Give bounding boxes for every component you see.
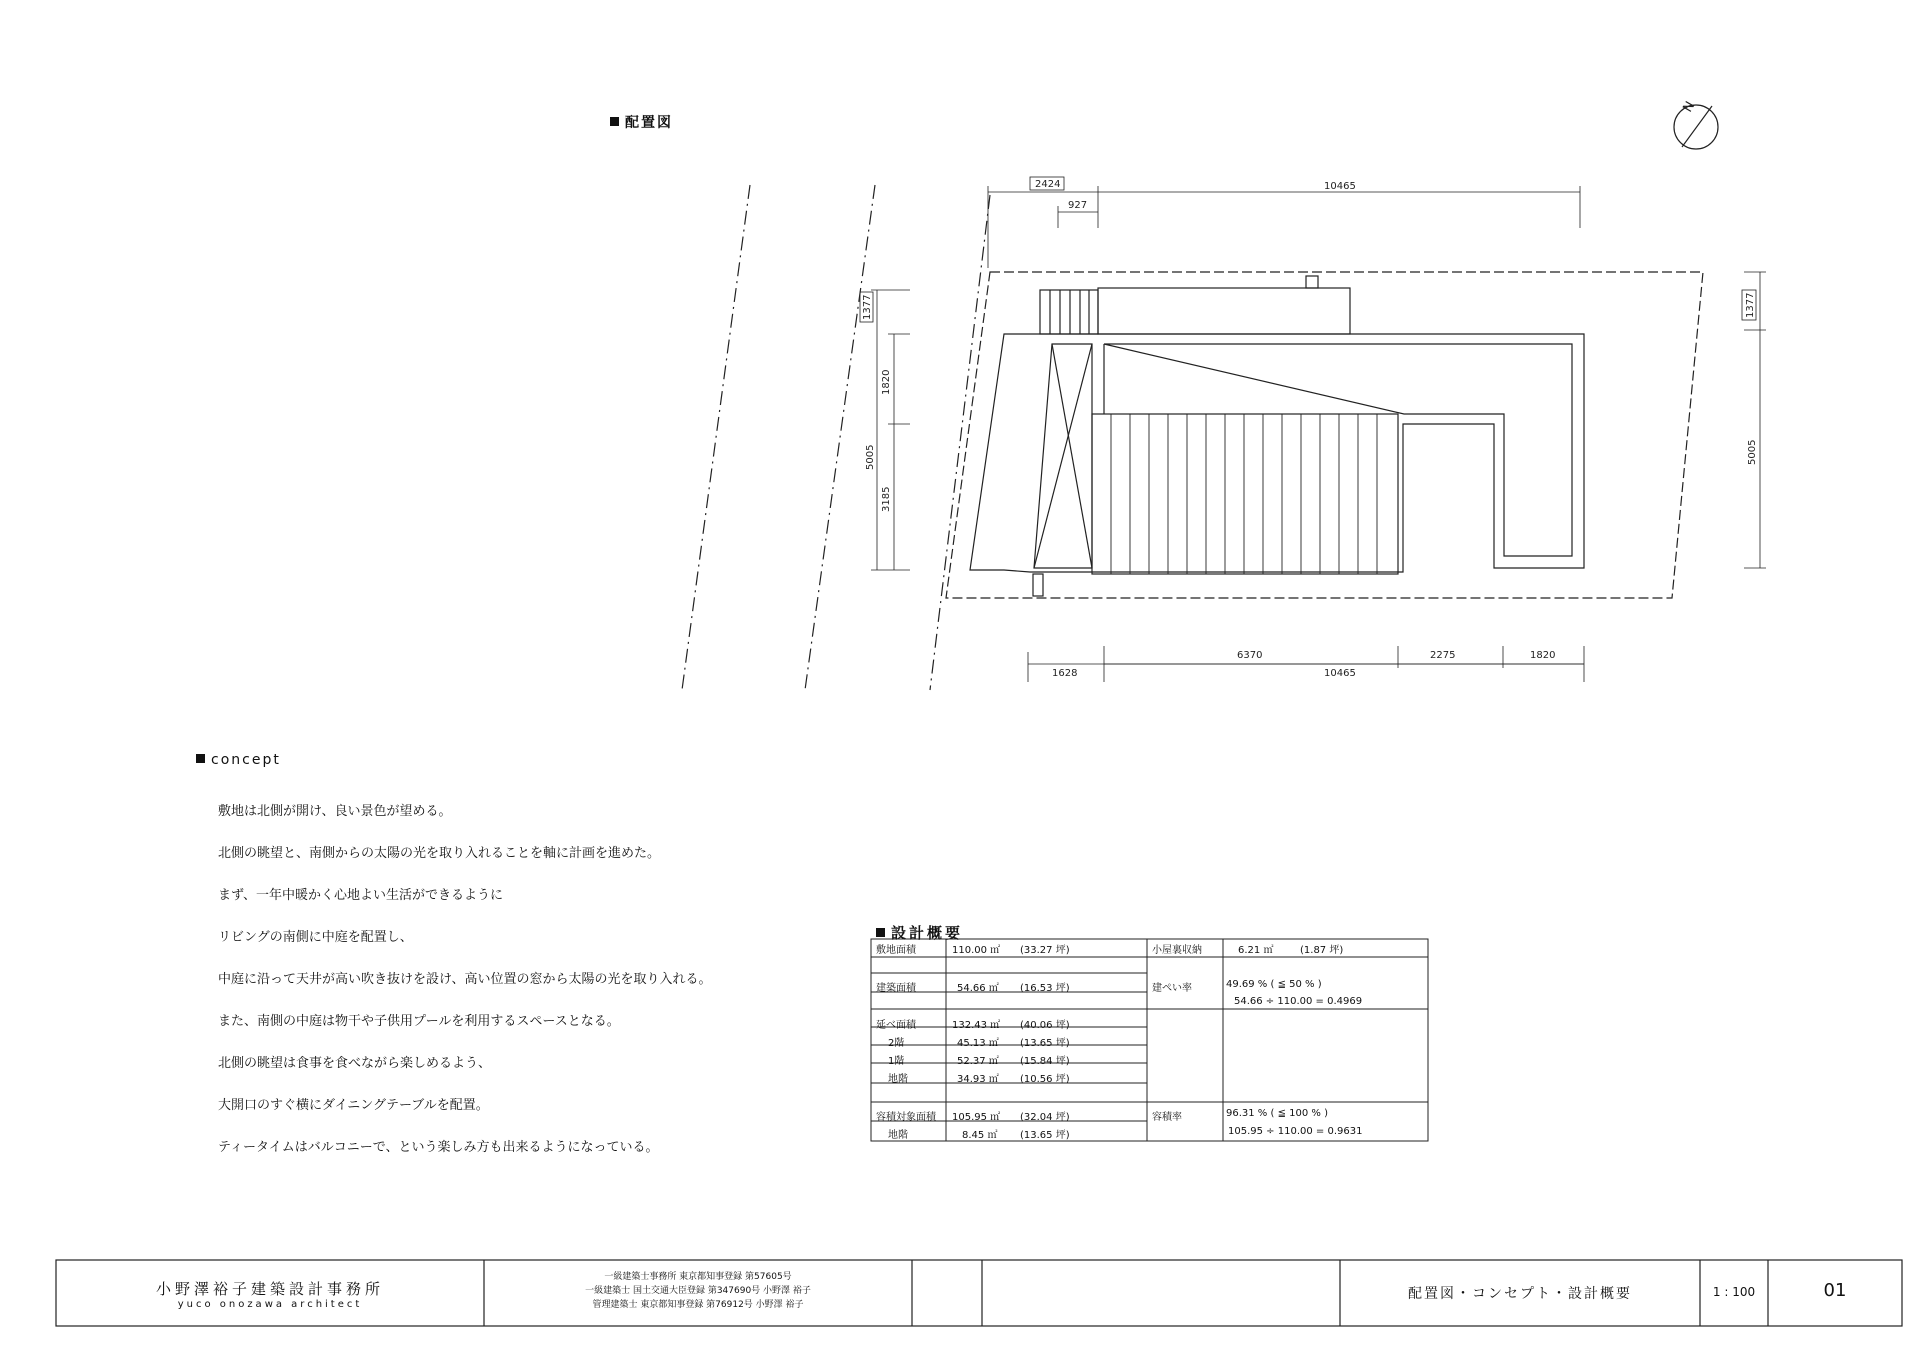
- total-floor-value: 132.43 ㎡: [952, 1020, 1001, 1031]
- sheet-title: 配置図・コンセプト・設計概要: [1408, 1286, 1632, 1302]
- site-area-tsubo: (33.27 坪): [1020, 945, 1070, 956]
- dim-1377-right: 1377: [1745, 292, 1756, 318]
- basement-label: 地階: [888, 1074, 908, 1085]
- concept-line: まず、一年中暖かく心地よい生活ができるように: [218, 888, 503, 903]
- site-plan-title-text: 配置図: [625, 115, 673, 131]
- dim-1820-bottom: 1820: [1530, 650, 1556, 661]
- office-name: 小野澤裕子建築設計事務所: [155, 1280, 384, 1298]
- floor1-label: 1階: [888, 1056, 905, 1067]
- north-label: N: [1680, 99, 1699, 115]
- sheet-number: 01: [1823, 1280, 1847, 1301]
- coverage-calc: 54.66 ÷ 110.00 = 0.4969: [1234, 996, 1363, 1007]
- upper-volume: [1098, 288, 1350, 334]
- far-label: 容積率: [1152, 1112, 1182, 1123]
- road-boundary-line: [682, 185, 750, 690]
- concept-line: 北側の眺望と、南側からの太陽の光を取り入れることを軸に計画を進めた。: [218, 846, 661, 861]
- concept-title-text: concept: [211, 752, 281, 768]
- office-name-en: yuco onozawa architect: [177, 1299, 363, 1310]
- concept-line: 北側の眺望は食事を食べながら楽しめるよう、: [218, 1056, 492, 1071]
- dim-3185-left: 3185: [881, 486, 892, 512]
- building-outline: [970, 334, 1584, 572]
- far-area-tsubo: (32.04 坪): [1020, 1112, 1070, 1123]
- basement-value: 34.93 ㎡: [957, 1074, 999, 1085]
- concept-line: 敷地は北側が開け、良い景色が望める。: [218, 804, 452, 819]
- floor2-tsubo: (13.65 坪): [1020, 1038, 1070, 1049]
- dim-1377-left: 1377: [862, 294, 873, 320]
- road-boundary-line: [805, 185, 875, 690]
- dim-1820-left: 1820: [881, 369, 892, 395]
- registration-line: 一級建築士 国土交通大臣登録 第347690号 小野澤 裕子: [585, 1286, 811, 1296]
- bullet-square-icon: [876, 928, 885, 937]
- attic-value: 6.21 ㎡: [1238, 945, 1274, 956]
- drawing-scale: 1 : 100: [1712, 1285, 1756, 1299]
- concept-line: ティータイムはバルコニーで、という楽しみ方も出来るようになっている。: [218, 1140, 659, 1155]
- design-summary-title-text: 設計概要: [891, 924, 964, 942]
- building-area-tsubo: (16.53 坪): [1020, 983, 1070, 994]
- building-area-label: 建築面積: [876, 983, 916, 994]
- far-basement-value: 8.45 ㎡: [962, 1130, 998, 1141]
- concept-title: [196, 752, 281, 768]
- far-calc: 105.95 ÷ 110.00 = 0.9631: [1228, 1126, 1363, 1137]
- basement-tsubo: (10.56 坪): [1020, 1074, 1070, 1085]
- dim-2424: 2424: [1035, 179, 1061, 190]
- bullet-square-icon: [196, 754, 205, 763]
- concept-line: 中庭に沿って天井が高い吹き抜けを設け、高い位置の窓から太陽の光を取り入れる。: [218, 972, 712, 987]
- floor1-tsubo: (15.84 坪): [1020, 1056, 1070, 1067]
- dim-2275: 2275: [1430, 650, 1456, 661]
- far-basement-label: 地階: [888, 1130, 908, 1141]
- floor1-value: 52.37 ㎡: [957, 1056, 999, 1067]
- concept-line: リビングの南側に中庭を配置し、: [218, 930, 413, 945]
- dim-5005-left: 5005: [865, 444, 876, 470]
- floor2-label: 2階: [888, 1038, 905, 1049]
- total-floor-tsubo: (40.06 坪): [1020, 1020, 1070, 1031]
- site-boundary-line: [930, 195, 990, 690]
- floor2-value: 45.13 ㎡: [957, 1038, 999, 1049]
- site-area-value: 110.00 ㎡: [952, 945, 1001, 956]
- courtyard-outline: [1104, 344, 1572, 556]
- coverage-label: 建ぺい率: [1152, 983, 1192, 994]
- far-area-label: 容積対象面積: [876, 1112, 936, 1123]
- dim-927: 927: [1068, 200, 1088, 211]
- coverage-value: 49.69 % ( ≦ 50 % ): [1226, 979, 1322, 990]
- attic-label: 小屋裏収納: [1152, 945, 1202, 956]
- site-area-label: 敷地面積: [876, 945, 916, 956]
- far-value: 96.31 % ( ≦ 100 % ): [1226, 1108, 1328, 1119]
- registration-line: 管理建築士 東京都知事登録 第76912号 小野澤 裕子: [592, 1300, 804, 1310]
- far-basement-tsubo: (13.65 坪): [1020, 1130, 1070, 1141]
- far-area-value: 105.95 ㎡: [952, 1112, 1001, 1123]
- dim-6370: 6370: [1237, 650, 1263, 661]
- dim-5005-right: 5005: [1747, 439, 1758, 465]
- deck-area: [1092, 414, 1398, 574]
- building-area-value: 54.66 ㎡: [957, 983, 999, 994]
- registration-line: 一級建築士事務所 東京都知事登録 第57605号: [604, 1272, 792, 1282]
- deck-slats: [1111, 414, 1377, 574]
- dim-10465-bottom: 10465: [1324, 668, 1356, 679]
- dim-1628: 1628: [1052, 668, 1078, 679]
- concept-line: 大開口のすぐ横にダイニングテーブルを配置。: [218, 1098, 489, 1113]
- dim-10465-top: 10465: [1324, 181, 1356, 192]
- attic-tsubo: (1.87 坪): [1300, 945, 1344, 956]
- concept-line: また、南側の中庭は物干や子供用プールを利用するスペースとなる。: [218, 1014, 620, 1029]
- total-floor-label: 延べ面積: [876, 1020, 916, 1031]
